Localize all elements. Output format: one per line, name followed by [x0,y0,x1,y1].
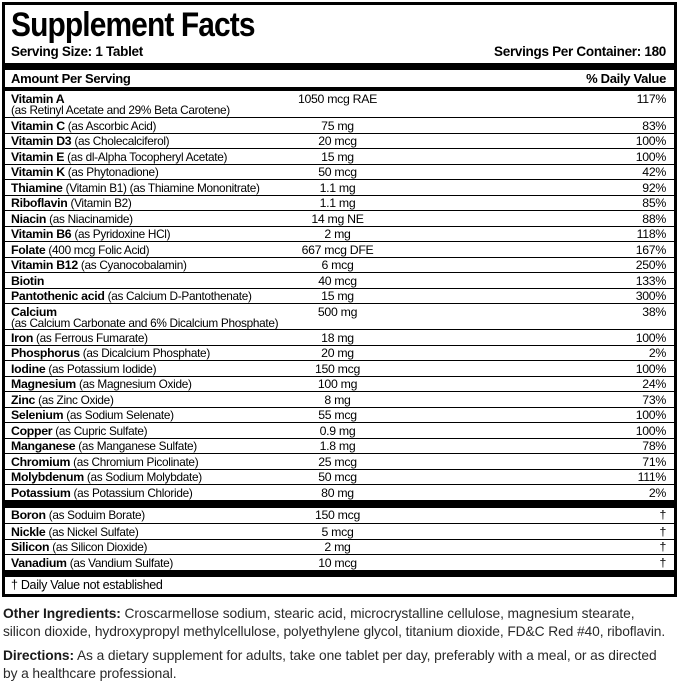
nutrient-name: Copper [11,423,53,438]
nutrient-name: Manganese [11,439,76,453]
nutrient-name: Vanadium [11,555,67,570]
panel-title [5,5,674,43]
nutrient-source: (as Phytonadione) [67,165,159,179]
nutrient-row [5,329,674,345]
nutrient-amount: 500 mg [317,304,358,319]
nutrient-source: (as Sodium Selenate) [66,408,174,422]
servings-per-container: Servings Per Container: 180 [494,44,666,59]
nutrient-amount: 20 mcg [318,134,357,148]
daily-value-footnote: † Daily Value not established [11,577,163,592]
directions-paragraph [3,647,667,682]
nutrient-daily-value: 100% [635,423,666,438]
nutrient-row [5,117,674,133]
nutrient-source: (400 mcg Folic Acid) [48,242,150,257]
nutrient-source: (as Magnesium Oxide) [78,377,192,391]
nutrient-daily-value: 118% [636,227,666,241]
nutrient-row [5,288,674,304]
nutrient-daily-value: 38% [642,304,666,319]
nutrient-source: (as Cupric Sulfate) [55,423,148,438]
nutrient-daily-value: 100% [635,361,666,376]
nutrient-row [5,438,674,454]
nutrient-row [5,376,674,392]
label-body-text [3,605,667,682]
other-ingredients-text: Croscarmellose sodium, stearic acid, microcrystalline cellulose, magnesium stearate, silicon dioxide, hydroxypropyl methylcellulose, polyethylene glycol, titanium dioxide, FD&C Red #40, riboflavin. [3,606,666,639]
footnote-separator-bar [5,570,674,577]
nutrient-row [5,484,674,500]
directions-label: Directions: [3,648,74,663]
nutrient-name: Silicon [11,540,50,554]
nutrient-name: Magnesium [11,377,76,391]
directions-text: As a dietary supplement for adults, take one tablet per day, preferably with a meal, or as directed by a healthcare professional. [3,648,657,681]
nutrient-daily-value: † [659,524,666,539]
nutrient-amount: 1.1 mg [319,180,356,195]
nutrient-amount: 40 mcg [318,273,357,288]
nutrient-name: Riboflavin [11,196,68,210]
nutrient-rows-dagger [5,508,674,570]
nutrient-source: (as Retinyl Acetate and 29% Beta Carotene) [11,103,230,117]
nutrient-source: (as Ascorbic Acid) [67,118,157,133]
panel-title-text: Supplement Facts [11,6,255,44]
nutrient-amount: 80 mg [321,485,354,500]
nutrient-source: (as Manganese Sulfate) [78,439,197,453]
nutrient-row [5,195,674,211]
nutrient-daily-value: 78% [642,439,666,453]
nutrient-row [5,226,674,242]
nutrient-daily-value: † [659,540,666,554]
nutrient-name: Folate [11,242,46,257]
supplement-facts-panel [2,2,677,597]
nutrient-name: Vitamin E [11,149,65,164]
nutrient-amount: 2 mg [324,227,351,241]
nutrient-amount: 0.9 mg [319,423,356,438]
nutrient-daily-value: 24% [642,377,666,391]
nutrient-daily-value: 2% [648,346,666,360]
nutrient-row [5,391,674,407]
serving-size: Serving Size: 1 Tablet [11,44,143,59]
nutrient-row [5,539,674,555]
nutrient-name: Vitamin D3 [11,134,72,148]
nutrient-daily-value: 83% [642,118,666,133]
serving-info-row [5,43,674,63]
nutrient-amount: 667 mcg DFE [301,242,374,257]
nutrient-amount: 8 mg [324,392,351,407]
nutrient-daily-value: 73% [642,392,666,407]
nutrient-daily-value: 92% [642,180,666,195]
nutrient-amount: 5 mcg [321,524,354,539]
nutrient-name: Biotin [11,273,45,288]
nutrient-daily-value: 100% [635,330,666,345]
nutrient-row [5,148,674,164]
nutrient-amount: 55 mcg [318,408,357,422]
nutrient-row [5,422,674,438]
nutrient-row [5,469,674,485]
nutrient-amount: 150 mcg [314,361,361,376]
nutrient-daily-value: 2% [648,485,666,500]
nutrient-row [5,133,674,149]
nutrient-row [5,508,674,524]
nutrient-row [5,523,674,539]
nutrient-row [5,241,674,257]
nutrient-amount: 10 mcg [318,555,357,570]
nutrient-name: Vitamin A [11,91,65,106]
nutrient-row [5,407,674,423]
nutrient-amount: 15 mg [321,289,354,303]
nutrient-amount: 20 mg [321,346,354,360]
nutrient-amount: 50 mcg [318,165,357,179]
nutrient-row [5,345,674,361]
nutrient-source: (as Calcium Carbonate and 6% Dicalcium Phosphate) [11,316,279,330]
other-ingredients-paragraph [3,605,667,640]
nutrient-amount: 14 mg NE [311,211,364,226]
nutrient-row [5,303,674,329]
nutrient-source: (as Nickel Sulfate) [48,524,139,539]
nutrient-source: (as Potassium Chloride) [73,485,193,500]
nutrient-row [5,164,674,180]
nutrient-name: Selenium [11,408,64,422]
nutrient-row [5,272,674,288]
nutrient-daily-value: 42% [642,165,666,179]
nutrient-amount: 25 mcg [318,454,357,469]
nutrient-row [5,179,674,195]
nutrient-name: Nickle [11,524,46,539]
nutrient-source: (as Sodium Molybdate) [86,470,202,484]
nutrient-daily-value: 88% [642,211,666,226]
nutrient-source: (as Dicalcium Phosphate) [82,346,210,360]
nutrient-source: (as Chromium Picolinate) [73,454,199,469]
nutrient-daily-value: † [659,508,666,522]
nutrient-row [5,453,674,469]
nutrient-name: Thiamine [11,180,63,195]
nutrient-daily-value: 300% [635,289,666,303]
nutrient-amount: 18 mg [321,330,354,345]
daily-value-header: % Daily Value [586,71,666,86]
nutrient-name: Niacin [11,211,47,226]
nutrient-source: (as Pyridoxine HCl) [74,227,171,241]
nutrient-daily-value: 250% [635,258,666,272]
nutrient-name: Vitamin B12 [11,258,78,272]
nutrient-row [5,257,674,273]
nutrient-amount: 150 mcg [314,508,361,522]
nutrient-source: (Vitamin B1) (as Thiamine Mononitrate) [65,180,260,195]
amount-per-serving-header: Amount Per Serving [11,71,131,86]
nutrient-daily-value: 117% [636,91,666,106]
nutrient-rows-main [5,91,674,500]
nutrient-source: (as Silicon Dioxide) [52,540,148,554]
nutrient-name: Iron [11,330,34,345]
thick-separator-bar [5,63,674,70]
nutrient-source: (as dl-Alpha Tocopheryl Acetate) [67,149,228,164]
column-header-row [5,70,674,87]
nutrient-source: (as Calcium D-Pantothenate) [107,289,252,303]
nutrient-daily-value: 71% [642,454,666,469]
nutrient-name: Vitamin K [11,165,65,179]
nutrient-name: Calcium [11,304,57,319]
nutrient-name: Chromium [11,454,71,469]
nutrient-source: (as Niacinamide) [49,211,133,226]
nutrient-amount: 75 mg [321,118,354,133]
nutrient-name: Vitamin C [11,118,65,133]
nutrient-amount: 15 mg [321,149,354,164]
nutrient-row [5,91,674,117]
nutrient-amount: 50 mcg [318,470,357,484]
nutrient-source: (as Ferrous Fumarate) [36,330,148,345]
nutrient-source: (as Vandium Sulfate) [69,555,173,570]
nutrient-daily-value: 100% [635,149,666,164]
group-separator-bar [5,500,674,508]
nutrient-amount: 2 mg [324,540,351,554]
nutrient-name: Pantothenic acid [11,289,105,303]
nutrient-amount: 6 mcg [321,258,354,272]
nutrient-source: (as Potassium Iodide) [48,361,157,376]
nutrient-row [5,360,674,376]
nutrient-amount: 1050 mcg RAE [297,91,378,106]
nutrient-source: (as Zinc Oxide) [38,392,114,407]
nutrient-amount: 1.8 mg [319,439,356,453]
nutrient-amount: 100 mg [317,377,358,391]
nutrient-daily-value: 167% [635,242,666,257]
nutrient-source: (Vitamin B2) [70,196,132,210]
nutrient-name: Molybdenum [11,470,84,484]
nutrient-name: Iodine [11,361,46,376]
nutrient-name: Boron [11,508,46,522]
nutrient-name: Potassium [11,485,71,500]
nutrient-daily-value: 133% [635,273,666,288]
nutrient-row [5,210,674,226]
nutrient-name: Phosphorus [11,346,80,360]
nutrient-daily-value: 111% [637,470,666,484]
nutrient-row [5,554,674,570]
nutrient-name: Vitamin B6 [11,227,72,241]
nutrient-source: (as Cholecalciferol) [74,134,170,148]
nutrient-daily-value: 85% [642,196,666,210]
nutrient-name: Zinc [11,392,36,407]
nutrient-source: (as Soduim Borate) [48,508,145,522]
nutrient-daily-value: 100% [635,134,666,148]
nutrient-daily-value: 100% [635,408,666,422]
nutrient-source: (as Cyanocobalamin) [80,258,187,272]
other-ingredients-label: Other Ingredients: [3,606,121,621]
nutrient-daily-value: † [659,555,666,570]
nutrient-amount: 1.1 mg [319,196,356,210]
